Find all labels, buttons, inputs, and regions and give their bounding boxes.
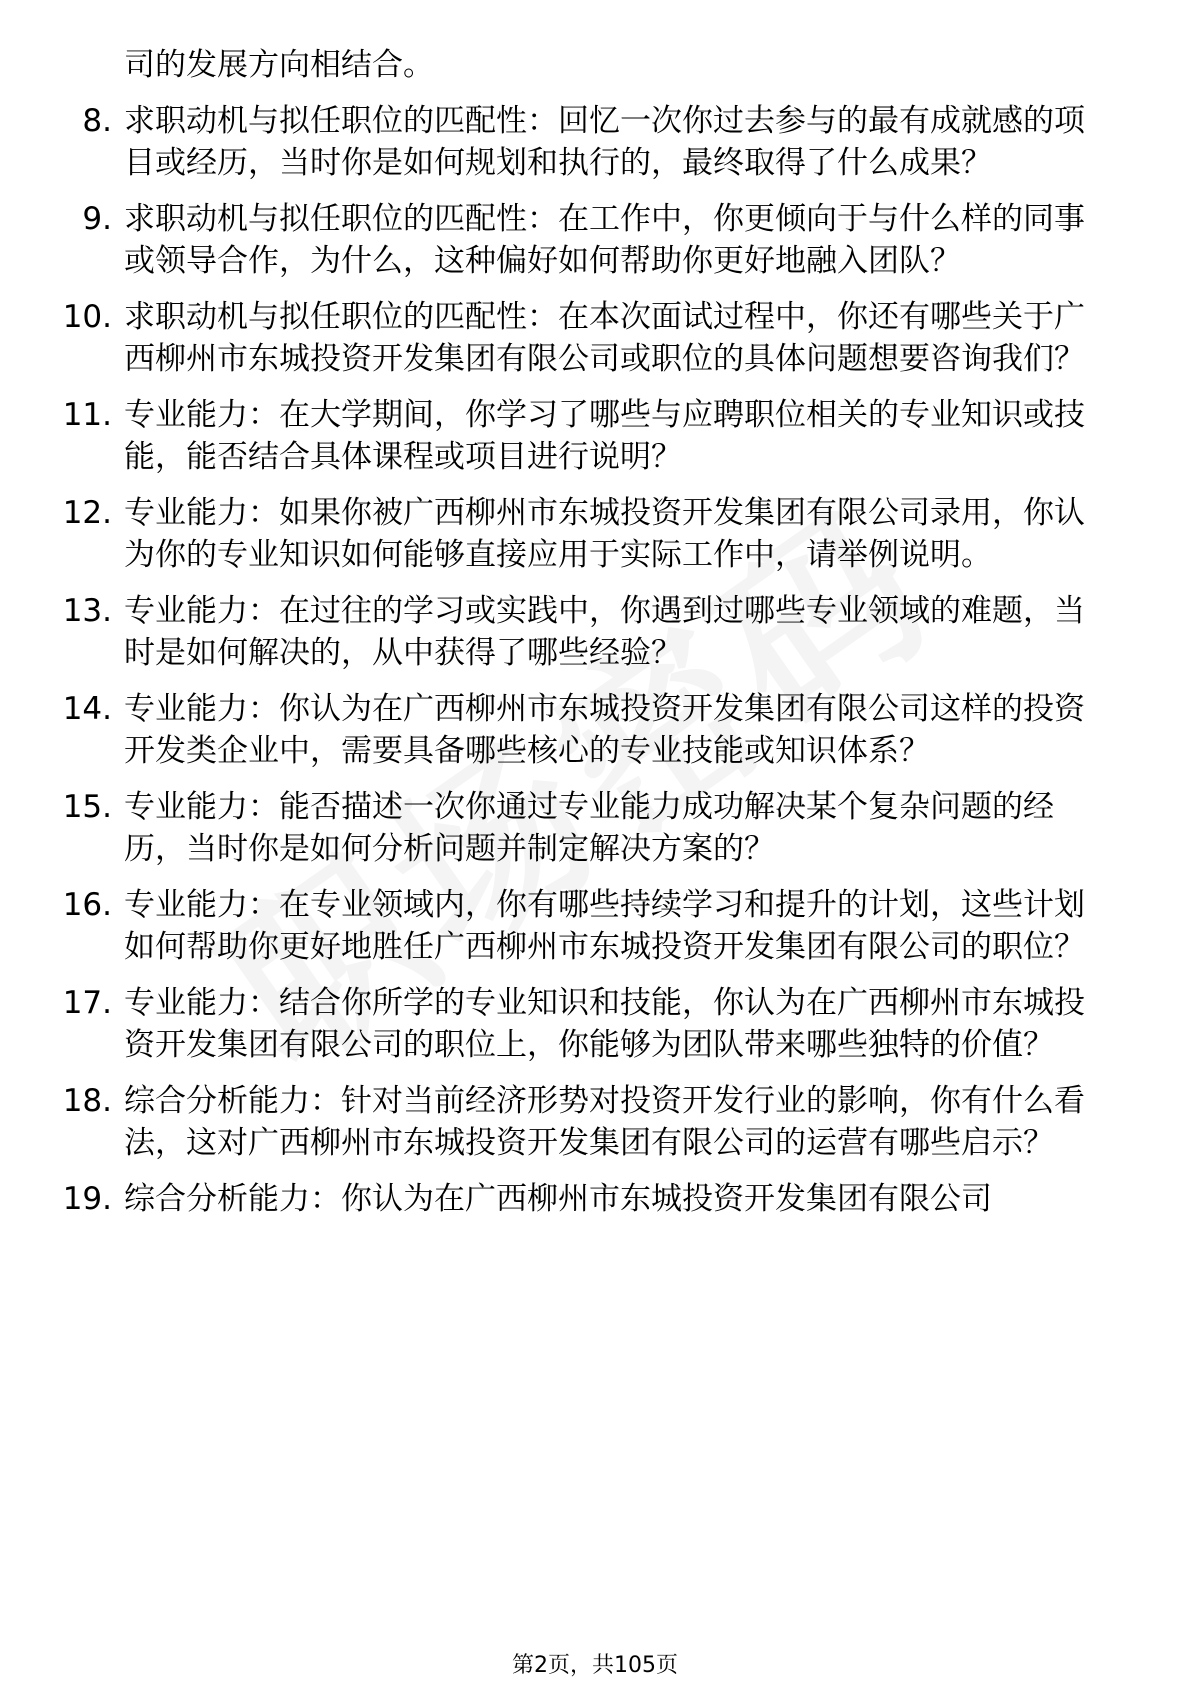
question-number: 14.	[62, 691, 112, 727]
question-number: 13.	[62, 593, 112, 629]
question-item	[0, 1178, 1190, 1220]
page-footer: 第2页，共105页	[512, 1653, 678, 1678]
question-text: 专业能力：结合你所学的专业知识和技能，你认为在广西柳州市东城投资开发集团有限公司的职位上，你能够为团队带来哪些独特的价值？	[124, 985, 1085, 1063]
question-number: 10.	[62, 299, 112, 335]
question-text: 专业能力：能否描述一次你通过专业能力成功解决某个复杂问题的经历，当时你是如何分析问题并制定解决方案的？	[124, 789, 1054, 867]
question-text: 专业能力：在专业领域内，你有哪些持续学习和提升的计划，这些计划如何帮助你更好地胜任广西柳州市东城投资开发集团有限公司的职位？	[124, 887, 1085, 965]
question-text: 求职动机与拟任职位的匹配性：回忆一次你过去参与的最有成就感的项目或经历，当时你是如何规划和执行的，最终取得了什么成果？	[124, 103, 1085, 181]
question-item	[0, 1080, 1190, 1164]
continuation-text: 司的发展方向相结合。	[124, 47, 434, 83]
question-number: 17.	[62, 985, 112, 1021]
question-text: 专业能力：如果你被广西柳州市东城投资开发集团有限公司录用，你认为你的专业知识如何能够直接应用于实际工作中，请举例说明。	[124, 495, 1085, 573]
question-item	[0, 590, 1190, 674]
question-text: 综合分析能力：针对当前经济形势对投资开发行业的影响，你有什么看法，这对广西柳州市东城投资开发集团有限公司的运营有哪些启示？	[124, 1083, 1085, 1161]
question-item	[0, 198, 1190, 282]
question-number: 8.	[82, 103, 112, 139]
question-item	[0, 884, 1190, 968]
question-number: 9.	[82, 201, 112, 237]
question-number: 12.	[62, 495, 112, 531]
question-number: 16.	[62, 887, 112, 923]
question-item	[0, 982, 1190, 1066]
question-text: 综合分析能力：你认为在广西柳州市东城投资开发集团有限公司	[124, 1181, 992, 1217]
question-number: 15.	[62, 789, 112, 825]
question-item	[0, 492, 1190, 576]
question-number: 18.	[62, 1083, 112, 1119]
question-item	[0, 688, 1190, 772]
question-text: 专业能力：在过往的学习或实践中，你遇到过哪些专业领域的难题，当时是如何解决的，从中获得了哪些经验？	[124, 593, 1085, 671]
question-item	[0, 786, 1190, 870]
question-text: 求职动机与拟任职位的匹配性：在本次面试过程中，你还有哪些关于广西柳州市东城投资开发集团有限公司或职位的具体问题想要咨询我们？	[124, 299, 1085, 377]
question-item	[0, 394, 1190, 478]
question-text: 专业能力：在大学期间，你学习了哪些与应聘职位相关的专业知识或技能，能否结合具体课程或项目进行说明？	[124, 397, 1085, 475]
question-item	[0, 296, 1190, 380]
question-number: 19.	[62, 1181, 112, 1217]
question-text: 专业能力：你认为在广西柳州市东城投资开发集团有限公司这样的投资开发类企业中，需要具备哪些核心的专业技能或知识体系？	[124, 691, 1085, 769]
question-item	[0, 100, 1190, 184]
question-number: 11.	[62, 397, 112, 433]
question-text: 求职动机与拟任职位的匹配性：在工作中，你更倾向于与什么样的同事或领导合作，为什么，这种偏好如何帮助你更好地融入团队？	[124, 201, 1085, 279]
question-list	[0, 44, 1190, 1234]
